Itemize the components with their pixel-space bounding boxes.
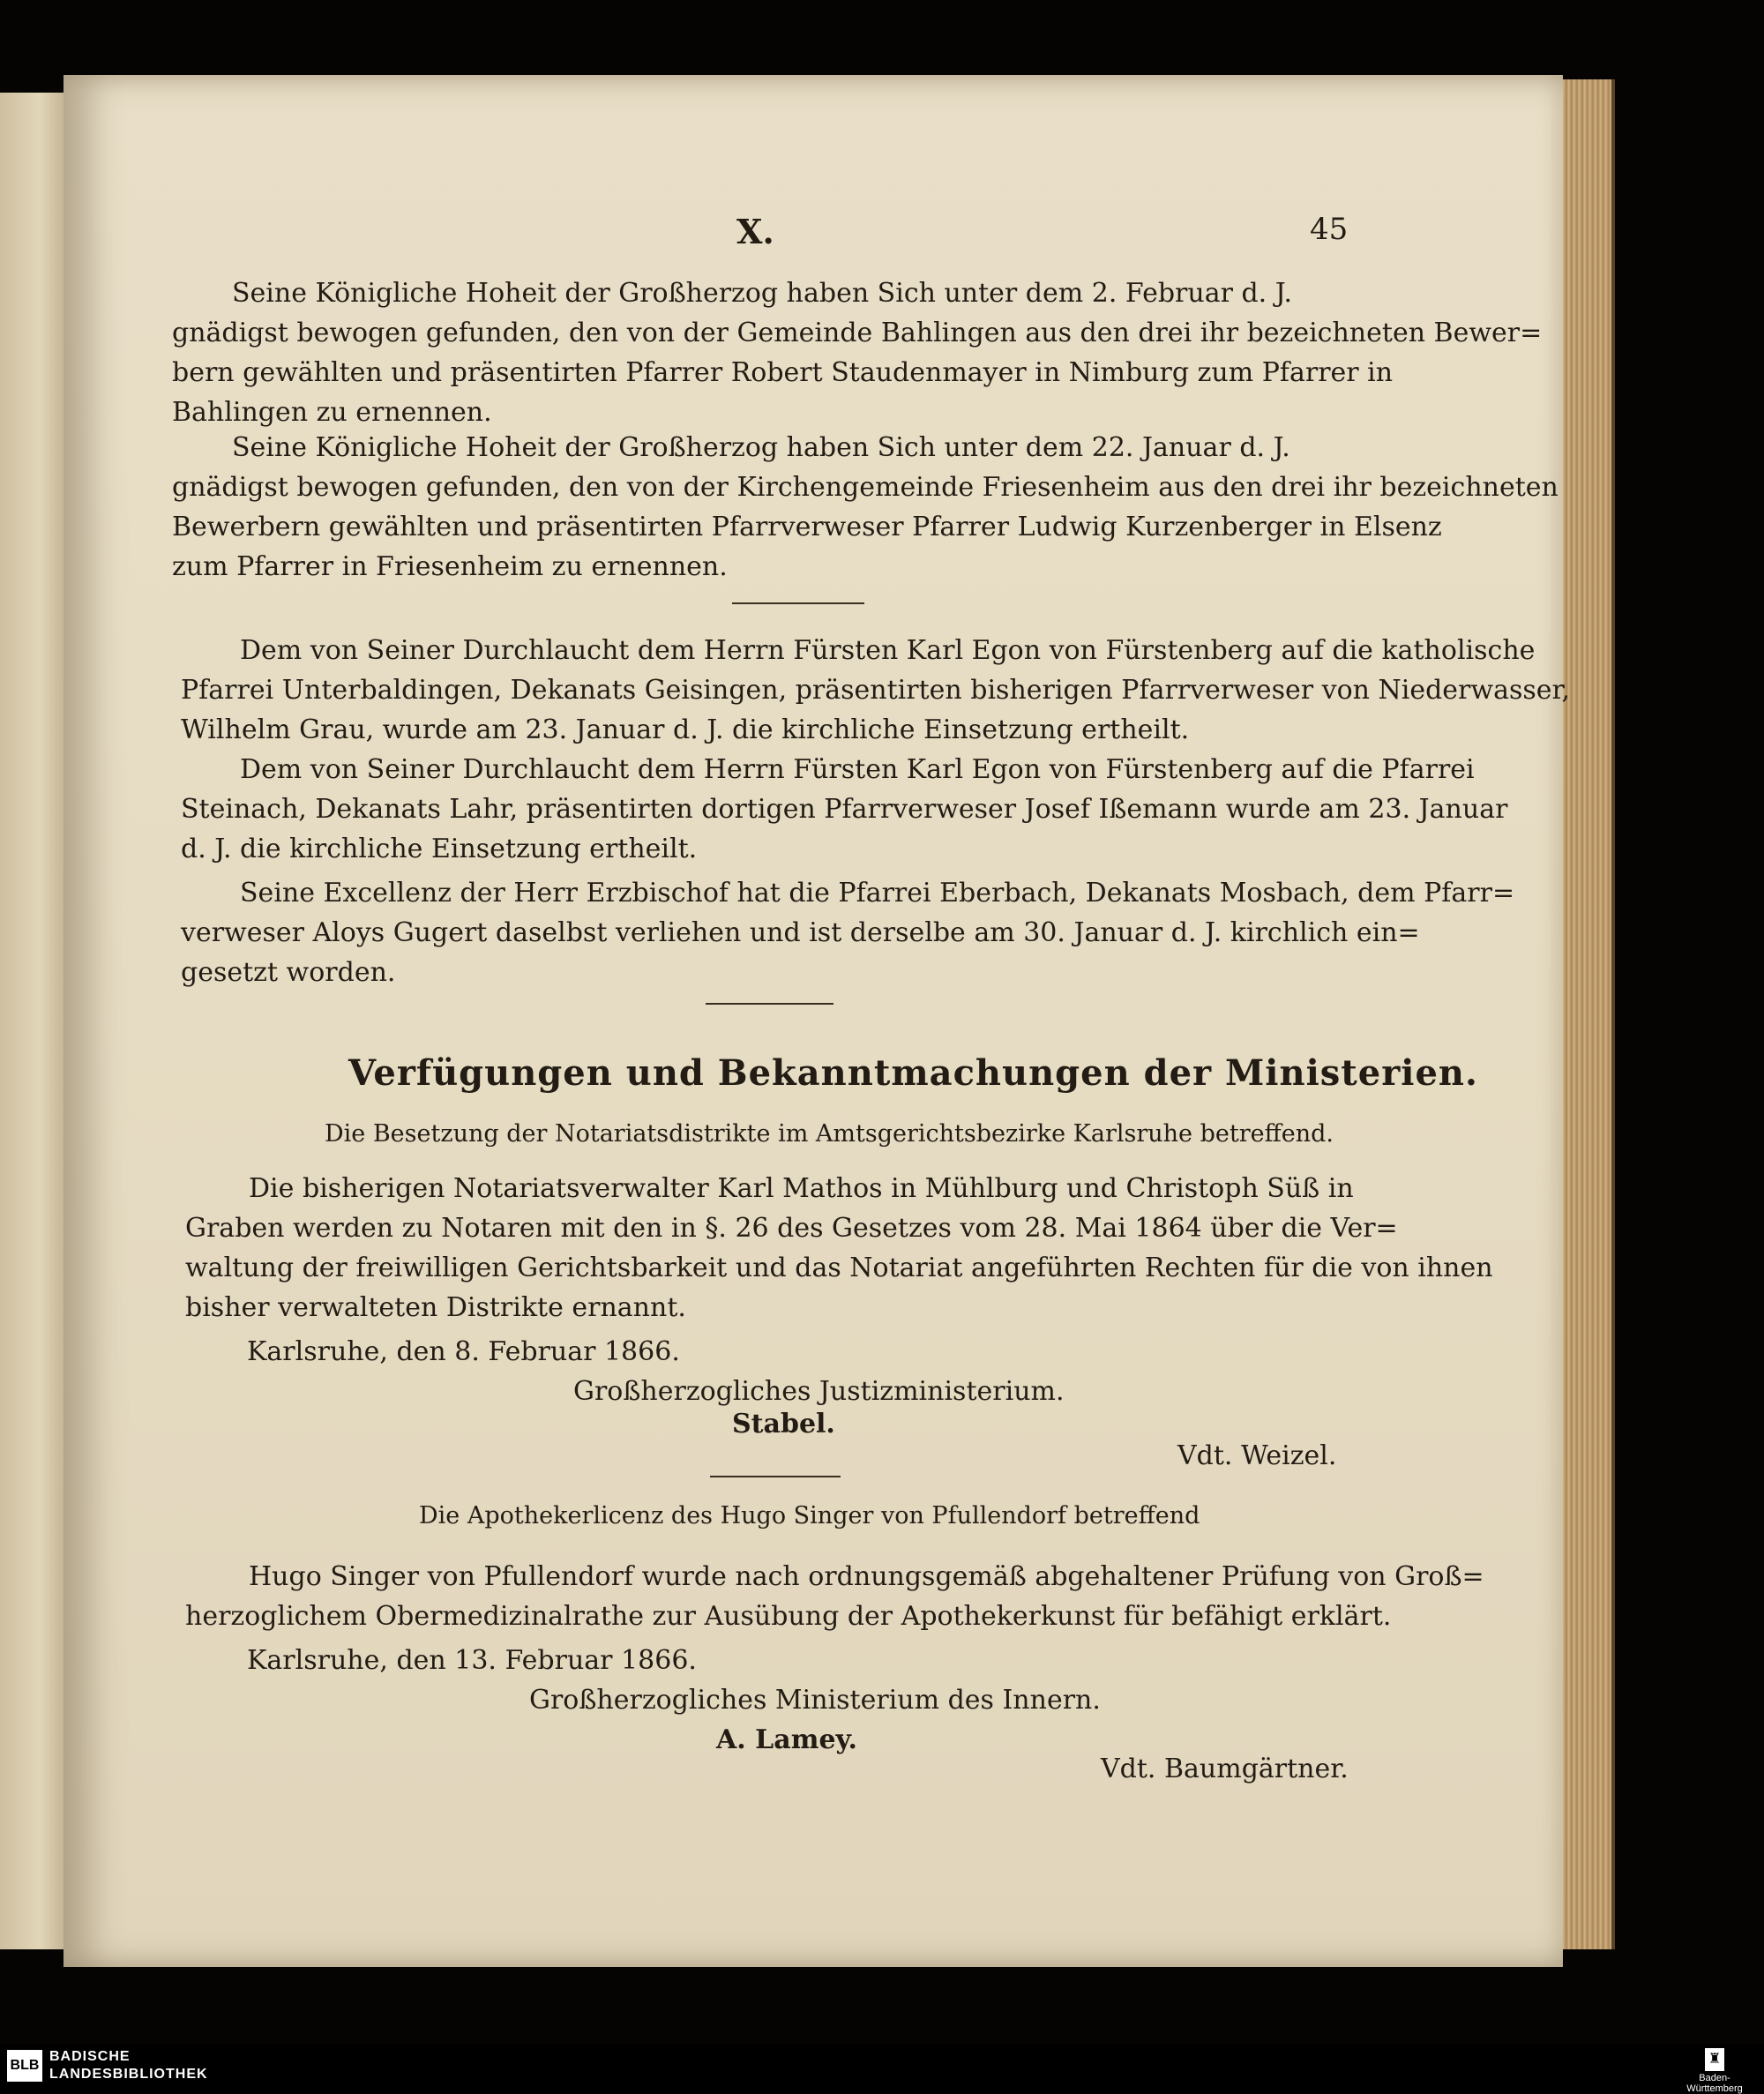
paragraph-line: Pfarrei Unterbaldingen, Dekanats Geisingen, präsentirten bisherigen Pfarrverweser von Niederwasser, bbox=[181, 675, 1571, 706]
paragraph-line: bern gewählten und präsentirten Pfarrer Robert Staudenmayer in Nimburg zum Pfarrer in bbox=[172, 357, 1394, 388]
countersignature: Vdt. Weizel. bbox=[1177, 1440, 1337, 1471]
paragraph-line: gnädigst bewogen gefunden, den von der Gemeinde Bahlingen aus den drei ihr bezeichneten Bewer= bbox=[172, 318, 1543, 348]
paragraph-line: Seine Königliche Hoheit der Großherzog haben Sich unter dem 22. Januar d. J. bbox=[232, 432, 1290, 463]
paragraph-line: Steinach, Dekanats Lahr, präsentirten dortigen Pfarrverweser Josef Ißemann wurde am 23. Januar bbox=[181, 794, 1508, 825]
paragraph-line: Bahlingen zu ernennen. bbox=[172, 397, 492, 428]
notice-subheading: Die Apothekerlicenz des Hugo Singer von Pfullendorf betreffend bbox=[419, 1502, 1200, 1529]
divider-rule bbox=[706, 1003, 833, 1005]
place-date: Karlsruhe, den 13. Februar 1866. bbox=[247, 1645, 697, 1676]
paragraph-line: d. J. die kirchliche Einsetzung ertheilt. bbox=[181, 834, 698, 864]
coat-of-arms-icon: ♜ bbox=[1705, 2048, 1724, 2071]
signer: Stabel. bbox=[732, 1409, 835, 1440]
divider-rule bbox=[710, 1476, 841, 1477]
divider-rule bbox=[732, 602, 864, 604]
state-logo[interactable] bbox=[1679, 2048, 1750, 2094]
notice-subheading: Die Besetzung der Notariatsdistrikte im Amtsgerichtsbezirke Karlsruhe betreffend. bbox=[325, 1120, 1334, 1148]
countersignature: Vdt. Baumgärtner. bbox=[1101, 1754, 1349, 1784]
issuing-authority: Großherzogliches Justizministerium. bbox=[573, 1376, 1065, 1407]
viewer-footer bbox=[0, 2045, 1764, 2094]
paragraph-line: Wilhelm Grau, wurde am 23. Januar d. J. die kirchliche Einsetzung ertheilt. bbox=[181, 714, 1190, 745]
running-head: X. bbox=[736, 212, 774, 251]
paragraph-line: verweser Aloys Gugert daselbst verliehen und ist derselbe am 30. Januar d. J. kirchlich ein= bbox=[181, 917, 1420, 948]
paragraph-line: waltung der freiwilligen Gerichtsbarkeit und das Notariat angeführten Rechten für die von ihnen bbox=[185, 1253, 1493, 1283]
paragraph-line: Seine Excellenz der Herr Erzbischof hat die Pfarrei Eberbach, Dekanats Mosbach, dem Pfarr= bbox=[240, 878, 1515, 909]
page-number: 45 bbox=[1310, 212, 1349, 247]
paragraph-line: gnädigst bewogen gefunden, den von der Kirchengemeinde Friesenheim aus den drei ihr bezeichneten bbox=[172, 472, 1558, 503]
paragraph-line: Bewerbern gewählten und präsentirten Pfarrverweser Pfarrer Ludwig Kurzenberger in Elsenz bbox=[172, 512, 1442, 542]
paragraph-line: Graben werden zu Notaren mit den in §. 26 des Gesetzes vom 28. Mai 1864 über die Ver= bbox=[185, 1213, 1398, 1244]
paragraph-line: zum Pfarrer in Friesenheim zu ernennen. bbox=[172, 551, 728, 582]
paragraph-line: gesetzt worden. bbox=[181, 957, 396, 988]
state-logo-label: Baden-Württemberg bbox=[1686, 2073, 1743, 2094]
signer: A. Lamey. bbox=[716, 1724, 857, 1755]
paragraph-line: Dem von Seiner Durchlaucht dem Herrn Fürsten Karl Egon von Fürstenberg auf die Pfarrei bbox=[240, 754, 1475, 785]
section-heading: Verfügungen und Bekanntmachungen der Ministerien. bbox=[348, 1052, 1478, 1094]
library-name-line-2: LANDESBIBLIOTHEK bbox=[49, 2067, 208, 2082]
paragraph-line: Seine Königliche Hoheit der Großherzog haben Sich unter dem 2. Februar d. J. bbox=[232, 278, 1292, 309]
paragraph-line: Die bisherigen Notariatsverwalter Karl Mathos in Mühlburg und Christoph Süß in bbox=[249, 1173, 1354, 1204]
paragraph-line: Dem von Seiner Durchlaucht dem Herrn Fürsten Karl Egon von Fürstenberg auf die katholische bbox=[240, 635, 1536, 666]
issuing-authority: Großherzogliches Ministerium des Innern. bbox=[529, 1685, 1101, 1716]
left-page-edge bbox=[0, 93, 72, 1949]
paragraph-line: herzoglichem Obermedizinalrathe zur Ausübung der Apothekerkunst für befähigt erklärt. bbox=[185, 1601, 1392, 1632]
paragraph-line: bisher verwalteten Distrikte ernannt. bbox=[185, 1292, 686, 1323]
place-date: Karlsruhe, den 8. Februar 1866. bbox=[247, 1336, 680, 1367]
library-name-line-1: BADISCHE bbox=[49, 2049, 131, 2064]
blb-logo[interactable]: BLB bbox=[7, 2050, 42, 2082]
paragraph-line: Hugo Singer von Pfullendorf wurde nach ordnungsgemäß abgehaltener Prüfung von Groß= bbox=[249, 1561, 1484, 1592]
